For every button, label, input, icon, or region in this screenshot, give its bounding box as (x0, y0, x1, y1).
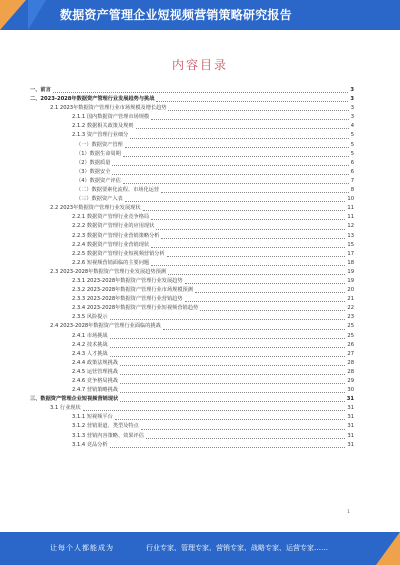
toc-leader-dots (168, 110, 348, 111)
toc-leader-dots (195, 292, 345, 293)
toc-entry-title: 2.4.7 营销策略挑战 (72, 387, 118, 394)
toc-entry-page: 5 (350, 150, 354, 157)
toc-entry-page: 19 (347, 268, 354, 275)
toc-leader-dots (110, 347, 346, 348)
toc-leader-dots (120, 383, 345, 384)
toc-entry-title: 2.3 2023-2028年数据资产管理行业发展趋势预测 (50, 268, 166, 275)
toc-leader-dots (141, 429, 346, 430)
toc-leader-dots (110, 356, 346, 357)
toc-entry-page: 11 (347, 205, 354, 212)
toc-entry-title: 一、前言 (30, 87, 51, 93)
toc-entry-page: 19 (347, 277, 354, 284)
toc-entry[interactable] (30, 341, 354, 350)
toc-entry[interactable] (30, 141, 354, 150)
toc-entry[interactable] (30, 241, 354, 250)
toc-entry[interactable] (30, 177, 354, 186)
toc-entry-page: 5 (350, 141, 354, 148)
toc-entry-title: 2.3.5 风险提示 (72, 314, 108, 321)
toc-entry-page: 11 (347, 214, 354, 221)
toc-entry-title: （三）数据资产入表 (76, 196, 123, 203)
toc-entry-title: 2.2.6 短视频营销面临的主要问题 (72, 259, 150, 266)
toc-entry[interactable] (30, 213, 354, 222)
toc-entry-title: 3.1 行业现状 (50, 405, 81, 412)
toc-entry-title: 2.2.4 数据资产管理行业营销现状 (72, 241, 150, 248)
toc-entry-page: 28 (347, 359, 354, 366)
toc-entry[interactable] (30, 295, 354, 304)
toc-entry-page: 29 (347, 378, 354, 384)
toc-entry-title: （3）数据安全 (76, 168, 111, 175)
toc-entry[interactable] (30, 277, 354, 286)
toc-leader-dots (112, 174, 348, 175)
toc-leader-dots (185, 283, 346, 284)
toc-entry[interactable] (30, 395, 354, 404)
toc-leader-dots (125, 201, 346, 202)
toc-entry-page: 30 (347, 387, 354, 394)
toc-entry[interactable] (30, 386, 354, 395)
toc-entry[interactable] (30, 322, 354, 331)
toc-leader-dots (136, 128, 349, 129)
toc-entry-page: 25 (347, 332, 354, 339)
toc-leader-dots (83, 410, 346, 411)
toc-entry[interactable] (30, 413, 354, 422)
toc-leader-dots (146, 438, 345, 439)
toc-entry-page: 7 (350, 177, 354, 184)
toc-leader-dots (161, 192, 349, 193)
toc-entry[interactable] (30, 122, 354, 131)
toc-entry-page: 23 (347, 314, 354, 321)
toc-leader-dots (115, 419, 346, 420)
toc-entry[interactable] (30, 195, 354, 204)
toc-entry[interactable] (30, 359, 354, 368)
toc-leader-dots (156, 101, 348, 102)
footer-orange-stripe (376, 532, 400, 565)
toc-leader-dots (110, 319, 346, 320)
toc-entry-title: 2.2.5 数据资产管理行业短视频营销分析 (72, 250, 165, 257)
toc-leader-dots (53, 92, 349, 93)
toc-entry[interactable] (30, 313, 354, 322)
toc-entry-title: 3.1.1 短视频平台 (72, 414, 113, 421)
toc-leader-dots (151, 265, 345, 266)
toc-entry[interactable] (30, 259, 354, 268)
toc-leader-dots (120, 374, 345, 375)
toc-entry-title: 2.4.2 技术挑战 (72, 341, 108, 348)
toc-leader-dots (120, 392, 345, 393)
toc-entry-title: 3.1.2 营销渠道、类型及特点 (72, 423, 139, 430)
toc-entry-title: （一）数据资产管理 (76, 141, 123, 148)
toc-entry-page: 31 (347, 423, 354, 430)
toc-leader-dots (130, 138, 348, 139)
toc-entry-title: （4）数据资产评估 (76, 177, 121, 184)
toc-entry-page: 25 (347, 323, 354, 330)
toc-entry[interactable] (30, 104, 354, 113)
toc-heading: 内容目录 (171, 58, 228, 72)
toc-entry[interactable] (30, 86, 354, 95)
toc-entry-page: 3 (350, 105, 354, 112)
toc-entry-title: 2.3.1 2023-2028年数据资产管理行业发展趋势 (72, 277, 183, 284)
toc-entry-title: 三、数据资产管理企业短视频营销现状 (30, 396, 119, 403)
toc-entry-page: 3 (350, 87, 354, 93)
toc-entry-page: 22 (347, 305, 354, 312)
toc-entry-page: 3 (350, 114, 354, 121)
toc-leader-dots (110, 447, 346, 448)
toc-leader-dots (151, 247, 345, 248)
table-of-contents (30, 86, 354, 450)
toc-entry-title: 2.2.2 数据资产管理行业的应用现状 (72, 223, 155, 230)
toc-entry-title: 2.4.5 运营管理挑战 (72, 368, 118, 375)
toc-leader-dots (123, 183, 349, 184)
toc-entry-page: 5 (350, 132, 354, 139)
header-banner (0, 0, 400, 30)
toc-leader-dots (151, 119, 349, 120)
toc-entry[interactable] (30, 168, 354, 177)
toc-entry-page: 3 (350, 96, 354, 103)
toc-leader-dots (185, 301, 346, 302)
toc-entry[interactable] (30, 304, 354, 313)
toc-entry-page: 31 (346, 396, 354, 403)
toc-entry-title: （二）数据要素化流程、市场化运营 (76, 187, 160, 194)
toc-entry-title: 2.1 2023年数据资产管理行业市场规模及增长趋势 (50, 105, 167, 112)
toc-entry[interactable] (30, 332, 354, 341)
toc-entry-page: 31 (347, 432, 354, 439)
header-orange-stripe (0, 0, 26, 30)
toc-entry-title: 2.4.4 政策法规挑战 (72, 359, 118, 366)
header-blue-stripe (28, 0, 46, 30)
toc-entry-title: 2.3.2 2023-2028年数据资产管理行业市场规模预测 (72, 287, 193, 294)
toc-entry[interactable] (30, 432, 354, 441)
footer-expert-list: 行业专家、管理专家、营销专家、战略专家、运营专家…… (146, 544, 328, 552)
toc-entry[interactable] (30, 368, 354, 377)
toc-entry-page: 6 (350, 159, 354, 166)
toc-entry[interactable] (30, 377, 354, 386)
toc-entry-title: 二、2023-2028年数据资产管理行业发展趋势与挑战 (30, 96, 155, 103)
toc-entry-title: 2.2.1 数据资产管理行业竞争格局 (72, 214, 150, 221)
toc-entry-title: 2.1.2 数据相关政策及规则 (72, 123, 134, 130)
toc-leader-dots (125, 147, 349, 148)
toc-entry-page: 31 (347, 414, 354, 421)
toc-entry-page: 8 (350, 187, 354, 194)
toc-entry-title: 2.4.3 人才挑战 (72, 350, 108, 357)
toc-leader-dots (200, 310, 345, 311)
toc-entry-title: 2.4.1 市场挑战 (72, 332, 108, 339)
toc-entry-page: 4 (350, 123, 354, 130)
toc-entry[interactable] (30, 250, 354, 259)
toc-leader-dots (120, 401, 345, 402)
toc-entry-title: 2.4 2023-2028年数据资产管理行业面临的挑战 (50, 323, 161, 330)
toc-leader-dots (120, 365, 345, 366)
toc-entry-page: 15 (347, 241, 354, 248)
toc-entry-page: 21 (347, 296, 354, 303)
toc-entry-page: 28 (347, 368, 354, 375)
toc-entry[interactable] (30, 159, 354, 168)
toc-entry-page: 18 (347, 259, 354, 266)
toc-entry-page: 6 (350, 168, 354, 175)
toc-entry[interactable] (30, 222, 354, 231)
footer-banner (0, 532, 400, 565)
toc-entry[interactable] (30, 404, 354, 413)
toc-entry-page: 31 (347, 405, 354, 412)
toc-entry[interactable] (30, 113, 354, 122)
toc-entry-page: 26 (347, 341, 354, 348)
toc-leader-dots (123, 156, 349, 157)
toc-leader-dots (112, 165, 348, 166)
page-number: 1 (347, 510, 350, 515)
toc-leader-dots (156, 229, 345, 230)
toc-entry-title: 2.2.3 数据资产管理行业营销策略分析 (72, 232, 160, 239)
toc-entry[interactable] (30, 131, 354, 140)
toc-leader-dots (161, 238, 345, 239)
toc-entry[interactable] (30, 441, 354, 450)
toc-entry[interactable] (30, 350, 354, 359)
toc-leader-dots (151, 219, 345, 220)
toc-entry[interactable] (30, 268, 354, 277)
toc-leader-dots (163, 329, 346, 330)
toc-entry[interactable] (30, 422, 354, 431)
toc-entry-page: 27 (347, 350, 354, 357)
toc-entry-title: 2.1.1 国内数据资产管理市场规模 (72, 114, 150, 121)
toc-entry[interactable] (30, 286, 354, 295)
toc-entry-title: 2.3.3 2023-2028年数据资产管理行业营销趋势 (72, 296, 183, 303)
toc-entry-page: 20 (347, 287, 354, 294)
toc-entry[interactable] (30, 95, 354, 104)
toc-entry[interactable] (30, 204, 354, 213)
toc-entry-page: 31 (347, 441, 354, 448)
toc-entry[interactable] (30, 186, 354, 195)
report-title: 数据资产管理企业短视频营销策略研究报告 (60, 8, 292, 22)
toc-entry-title: 2.2 2023年数据资产管理行业发展现状 (50, 205, 141, 212)
toc-entry-title: 3.1.4 竞品分析 (72, 441, 108, 448)
toc-entry-page: 10 (347, 196, 354, 203)
toc-entry[interactable] (30, 150, 354, 159)
toc-leader-dots (167, 256, 346, 257)
footer-slogan: 让每个人都能成为 (50, 544, 114, 552)
toc-leader-dots (110, 338, 346, 339)
toc-entry-page: 12 (347, 223, 354, 230)
toc-entry-title: 2.4.6 竞争格局挑战 (72, 378, 118, 384)
toc-entry-page: 13 (347, 232, 354, 239)
toc-entry-title: 2.3.4 2023-2028年数据资产管理行业短视频营销趋势 (72, 305, 199, 312)
toc-entry-page: 17 (347, 250, 354, 257)
toc-leader-dots (168, 274, 345, 275)
toc-entry-title: 3.1.3 营销内容策略、效果评估 (72, 432, 144, 439)
toc-leader-dots (143, 210, 346, 211)
toc-entry[interactable] (30, 232, 354, 241)
toc-entry-title: （2）数据质量 (76, 159, 111, 166)
toc-entry-title: 2.1.3 资产管理行业细分 (72, 132, 129, 139)
toc-entry-title: （1）数据生命周期 (76, 150, 121, 157)
